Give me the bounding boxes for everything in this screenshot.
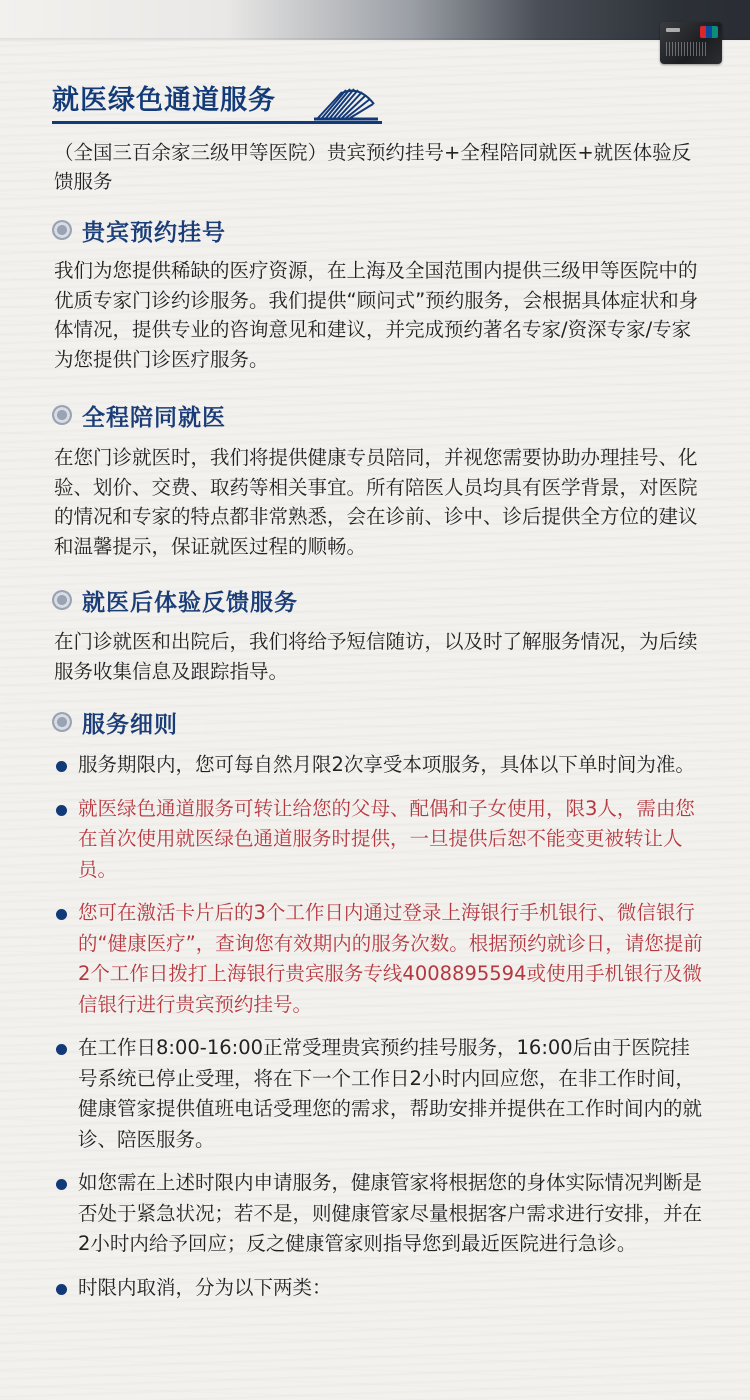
list-item: [54, 1168, 704, 1260]
list-item: [54, 1033, 704, 1155]
rule-text: 如您需在上述时限内申请服务，健康管家将根据您的身体实际情况判断是否处于紧急状况；若不是，则健康管家尽量根据客户需求进行安排，并在2小时内给予回应；反之健康管家则指导您到最近医院进行急诊。: [78, 1171, 703, 1255]
subtitle: （全国三百余家三级甲等医院）贵宾预约挂号+全程陪同就医+就医体验反馈服务: [54, 141, 692, 193]
section-header-escort: [52, 399, 226, 431]
bullet-dot-icon: [56, 761, 67, 772]
section-header-rules: [52, 706, 178, 738]
unionpay-logo-icon: [700, 26, 718, 38]
card-chip: [666, 28, 680, 32]
unionpay-card-icon: [660, 22, 722, 64]
section-title: 全程陪同就医: [82, 404, 226, 431]
list-item: [54, 898, 704, 1020]
list-item: [54, 1273, 704, 1304]
rule-text: 您可在激活卡片后的3个工作日内通过登录上海银行手机银行、微信银行的“健康医疗”，查询您有效期内的服务次数。根据预约就诊日，请您提前2个工作日拨打上海银行贵宾服务专线4008895594或使用手机银行及微信银行进行贵宾预约挂号。: [78, 901, 703, 1016]
rule-text: 时限内取消，分为以下两类：: [78, 1275, 332, 1299]
page-title-wrap: [52, 84, 276, 124]
fan-icon: [312, 84, 380, 122]
circle-bullet-icon: [52, 712, 72, 732]
list-item: [54, 794, 704, 886]
bullet-dot-icon: [56, 805, 67, 816]
banner-shadow: [0, 38, 750, 42]
bullet-dot-icon: [56, 909, 67, 920]
section-title: 就医后体验反馈服务: [82, 589, 298, 616]
section-title: 贵宾预约挂号: [82, 219, 226, 246]
section-body: 在您门诊就医时，我们将提供健康专员陪同，并视您需要协助办理挂号、化验、划价、交费、取药等相关事宜。所有陪医人员均具有医学背景，对医院的情况和专家的特点都非常熟悉，会在诊前、诊中、诊后提供全方位的建议和温馨提示，保证就医过程的顺畅。: [54, 446, 698, 558]
top-banner: [0, 0, 750, 40]
bullet-dot-icon: [56, 1179, 67, 1190]
circle-bullet-icon: [52, 220, 72, 240]
rule-text: 在工作日8:00-16:00正常受理贵宾预约挂号服务，16:00后由于医院挂号系统已停止受理，将在下一个工作日2小时内回应您，在非工作时间，健康管家提供值班电话受理您的需求，帮助安排并提供在工作时间内的就诊、陪医服务。: [78, 1036, 703, 1151]
section-body: 我们为您提供稀缺的医疗资源，在上海及全国范围内提供三级甲等医院中的优质专家门诊约诊服务。我们提供“顾问式”预约服务，会根据具体症状和身体情况，提供专业的咨询意见和建议，并完成预约著名专家/资深专家/专家为您提供门诊医疗服务。: [54, 259, 699, 371]
circle-bullet-icon: [52, 405, 72, 425]
page-title: 就医绿色通道服务: [52, 85, 276, 116]
rule-text: 就医绿色通道服务可转让给您的父母、配偶和子女使用，限3人，需由您在首次使用就医绿色通道服务时提供，一旦提供后恕不能变更被转让人员。: [78, 796, 695, 881]
rule-text: 服务期限内，您可每自然月限2次享受本项服务，具体以下单时间为准。: [78, 753, 695, 776]
rules-list: [54, 750, 704, 1316]
title-underline: [52, 121, 382, 124]
section-title: 服务细则: [82, 711, 178, 738]
section-body: 在门诊就医和出院后，我们将给予短信随访，以及时了解服务情况，为后续服务收集信息及跟踪指导。: [54, 630, 698, 683]
section-header-feedback: [52, 584, 298, 616]
list-item: [54, 750, 704, 781]
circle-bullet-icon: [52, 590, 72, 610]
bullet-dot-icon: [56, 1044, 67, 1055]
card-pattern: [666, 42, 706, 56]
bullet-dot-icon: [56, 1284, 67, 1295]
section-header-vip-booking: [52, 214, 226, 246]
